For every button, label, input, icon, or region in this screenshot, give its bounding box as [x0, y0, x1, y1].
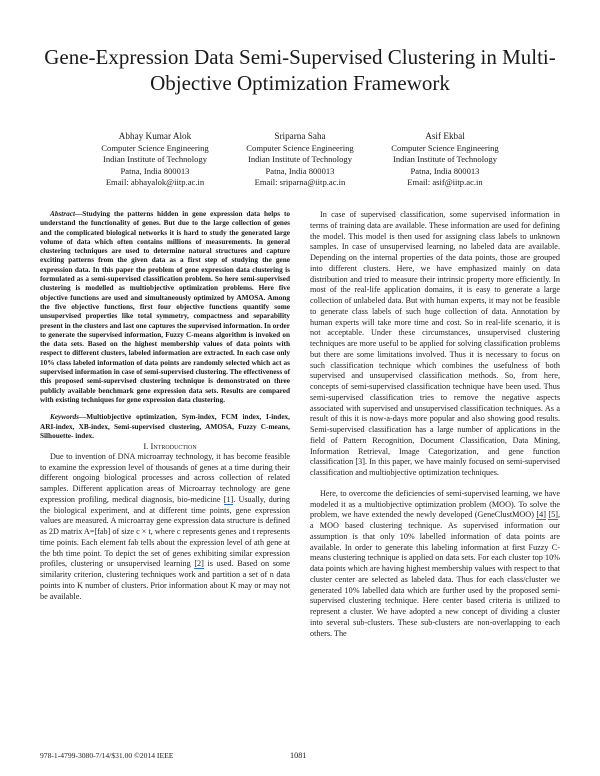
left-column	[40, 210, 290, 602]
keywords-label: Keywords—	[50, 413, 87, 422]
paper-title: Gene-Expression Data Semi-Supervised Clustering in Multi-Objective Optimization Framework	[44, 45, 556, 95]
citation-link[interactable]: [5]	[548, 510, 558, 520]
page-number: 1081	[290, 751, 307, 760]
author-dept: Computer Science Engineering	[246, 143, 354, 154]
copyright-notice: 978-1-4799-3080-7/14/$31.00 ©2014 IEEE	[40, 751, 174, 760]
author-email: Email: asif@iitp.ac.in	[407, 176, 483, 187]
abstract-text: Studying the patterns hidden in gene expression data helps to understand the functionality of genes. But due to the large collection of genes and the complicated biological networks it is hard to study the generated large volume of data which often contains millions of measurements. In general clustering techniques are used to determine natural structures and capture exciting patterns from the given data as a first step of studying the gene expression data. In this paper the problem of gene expression data clustering is formulated as a semi-supervised classification problem. So here semi-supervised clustering is modelled as multiobjective optimization problems. Here five objective functions are used and simultaneously optimized by AMOSA. Among the five objective functions, first four objective functions quantify some unsupervised properties like total symmetry, compactness and separability present in the clusters and last one captures the supervised information. In order to generate the supervised information, Fuzzy C-means algorithm is invoked on the data sets. Based on the highest membership values of data points with respect to different clusters, labeled information are extracted. In each case only 10% class labeled information of data points are randomly selected which act as supervised information in case of semi-supervised clustering. The effectiveness of this proposed semi-supervised clustering technique is demonstrated on three publicly available benchmark gene expression data sets. Results are compared with existing techniques for gene expression data clustering.	[40, 210, 290, 404]
author-name: Abhay Kumar Alok	[118, 131, 192, 141]
abstract-label: Abstract—	[50, 210, 83, 218]
author-city: Patna, India 800013	[410, 165, 480, 176]
author-city: Patna, India 800013	[265, 165, 335, 176]
author-institute: Indian Institute of Technology	[247, 154, 352, 165]
keywords	[40, 413, 290, 441]
author-block-3	[360, 131, 530, 188]
author-email: Email: sriparna@iitp.ac.in	[254, 176, 346, 187]
intro-paragraph-1: Due to invention of DNA microarray technology, it has become feasible to examine the expression level of thousands of genes at a time during their different ongoing biological processes and across collection of related samples. Different application areas of Microarray technology are gene expression profiling, medical diagnosis, bio-medicine [1]. Usually, during the biological experiment, and at different time points, gene expression values are measured. A microarray gene expression data structure is defined as 2D matrix A=[fab] of size c × t, where c represents genes and t represents time points. Each element fab tells about the expression level of ath gene at the bth time point. To depict the set of genes exhibiting similar expression profiles, clustering or unsupervised learning [2] is used. Based on some similarity criterion, clustering techniques work and partition a set of n data points into K number of clusters. Prior information about K may or may not be available.	[40, 451, 290, 601]
citation-link[interactable]: [2]	[194, 559, 204, 569]
author-name: Asif Ekbal	[425, 131, 465, 141]
abstract	[40, 210, 290, 405]
keywords-text: Multiobjective optimization, Sym-index, FCM index, I-index, ARI-index, XB-index, Semi-supervised clustering, AMOSA, Fuzzy C-means, Silhouette- index.	[40, 413, 290, 440]
citation-link[interactable]: [4]	[536, 510, 546, 520]
author-dept: Computer Science Engineering	[101, 143, 209, 154]
author-institute: Indian Institute of Technology	[392, 154, 497, 165]
author-email: Email: abhayalok@iitp.ac.in	[105, 176, 205, 187]
author-dept: Computer Science Engineering	[391, 143, 499, 154]
author-city: Patna, India 800013	[120, 165, 190, 176]
right-paragraph-1: In case of supervised classification, some supervised information in terms of training data are available. These information are used for defining the model. This model is then used for assigning class labels to unknown samples. In case of unsupervised learning, no labeled data are available. Depending on the internal properties of the data points, those are grouped into different clusters. Here, we have emphasized mainly on data distribution and tried to measure their intrinsic property more efficiently. In most of the real-life application domains, it is easy to generate a large collection of unlabeled data. But with human experts, it may not be feasible to generate class labels of such huge collection of data. Annotation by human experts will take more time and cost. So in real-life scenario, it is not acceptable. Under these circumstances, unsupervised clustering techniques are more useful to be applied for solving classification problems but there are some limitations involved. Thus it is necessary to focus on such classification technique which combines the usefulness of both supervised and unsupervised classification methods. So, from here, concepts of semi-supervised classification technique have been used. Thus semi-supervised classification tries to remove the negative aspects associated with supervised and unsupervised classification techniques. As a result of this it is now-a-days more popular and also showing good results. Semi-supervised classification has a large number of applications in the field of Pattern Recognition, Document Classification, Data Mining, Information Retrieval, Image Categorization, and gene function classification [3]. In this paper, we have mainly focused on semi-supervised classification and multiobjective optimization techniques.	[310, 210, 560, 477]
author-name: Sriparna Saha	[274, 131, 326, 141]
section-heading-introduction: I. Introduction	[143, 441, 197, 452]
right-paragraph-2: Here, to overcome the deficiencies of semi-supervised learning, we have modeled it as a multiobjective optimization problem (MOO). To solve the problem, we have extended the newly developed (GeneClustMOO) [4] [5], a MOO based clustering technique. As supervised information our assumption is that only 10% labelled information of data points are available. In order to generate this labeling information at first Fuzzy C-means clustering technique is applied on data sets. For each cluster top 10% data points which are having highest membership values with respect to that cluster center are selected as labeled data. Thus for each class/cluster we generated 10% labelled data which are further used by the proposed semi-supervised clustering technique. Here center based criteria is utilized to represent a cluster. We have adopted a new concept of dividing a cluster into several sub-clusters. These sub-clusters are non-overlapping to each others. The	[310, 488, 560, 638]
citation-link[interactable]: [1]	[223, 494, 234, 504]
author-institute: Indian Institute of Technology	[102, 154, 207, 165]
right-column	[310, 210, 560, 639]
